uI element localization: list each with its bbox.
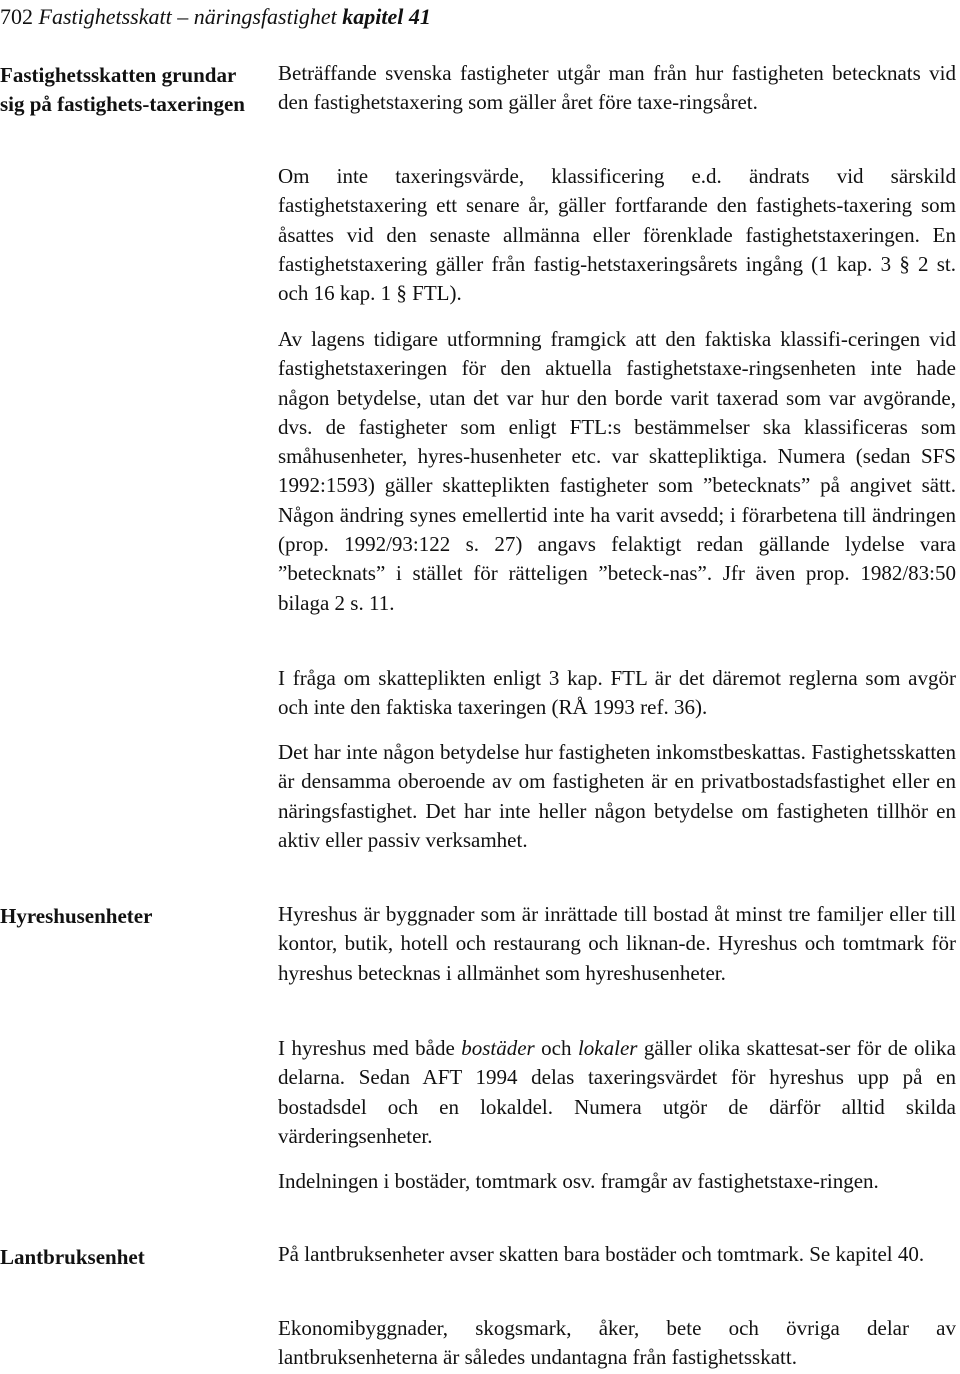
body-paragraph: Indelningen i bostäder, tomtmark osv. framgår av fastighetstaxe-ringen.: [278, 1169, 879, 1193]
body-paragraph: Hyreshus är byggnader som är inrättade till bostad åt minst tre familjer eller till kontor, butik, hotell och restaurang och liknan-de. Hyreshus och tomtmark för hyreshus betecknas i allmänhet som hyreshusenheter.: [278, 902, 956, 985]
body-paragraph: På lantbruksenheter avser skatten bara bostäder och tomtmark. Se kapitel 40.: [278, 1242, 925, 1266]
page-number: 702: [0, 4, 33, 29]
running-header: [0, 4, 431, 30]
body-paragraph: Ekonomibyggnader, skogsmark, åker, bete och övriga delar av lantbruksenheterna är således undantagna från fastighetsskatt.: [278, 1316, 956, 1370]
body-paragraph: Om inte taxeringsvärde, klassificering e.d. ändrats vid särskild fastighetstaxering ett senare år, gäller fortfarande den fastighets-taxering som åsattes vid den senaste allmänna eller förenklade fastighetstaxeringen. En fastighetstaxering gäller från fastig-hetstaxeringsårets ingång (1 kap. 3 § 2 st. och 16 kap. 1 § FTL).: [278, 164, 956, 306]
body-paragraph: I hyreshus med både bostäder och lokaler gäller olika skattesat-ser för de olika delarna. Sedan AFT 1994 delas taxeringsvärdet för hyreshus upp på en bostadsdel och en lokaldel. Numera utgör de därför alltid skilda värderingsenheter.: [278, 1036, 956, 1148]
body-paragraph: Det har inte någon betydelse hur fastigheten inkomstbeskattas. Fastighetsskatten är densamma oberoende av om fastigheten är en privatbostadsfastighet eller en näringsfastighet. Det har inte heller någon betydelse om fastigheten tillhör en aktiv eller passiv verksamhet.: [278, 740, 956, 852]
emphasis-bostader: bostäder: [461, 1036, 535, 1060]
margin-heading-lantbruksenhet: Lantbruksenhet: [0, 1245, 145, 1269]
margin-heading-hyreshusenheter: Hyreshusenheter: [0, 904, 153, 928]
body-paragraph: Beträffande svenska fastigheter utgår man från hur fastigheten betecknats vid den fastighetstaxering som gäller året före taxe-ringsåret.: [278, 61, 956, 115]
body-paragraph: Av lagens tidigare utformning framgick att den faktiska klassifi-ceringen vid fastighetstaxeringen för den aktuella fastighetstaxe-ringsenheten inte hade någon betydelse, utan det var hur den borde varit taxerad som var avgörande, dvs. de fastigheter som enligt FTL:s bestämmelser ska klassificeras som småhusenheter, hyres-husenheter etc. var skattepliktiga. Numera (sedan SFS 1992:1593) gäller skatteplikten fastigheter som ”betecknats” på angivet sätt. Någon ändring synes emellertid inte ha varit avsedd; i förarbetena till ändringen (prop. 1992/93:122 s. 27) angavs felaktigt redan gällande lydelse vara ”betecknats” i stället för rätteligen ”beteck-nas”. Jfr även prop. 1982/83:50 bilaga 2 s. 11.: [278, 327, 956, 615]
margin-heading-fastighetstaxering: Fastighetsskatten grundar sig på fastighets-taxeringen: [0, 63, 245, 117]
body-paragraph: I fråga om skatteplikten enligt 3 kap. FTL är det däremot reglerna som avgör och inte den faktiska taxeringen (RÅ 1993 ref. 36).: [278, 666, 956, 720]
emphasis-lokaler: lokaler: [577, 1036, 638, 1060]
running-title: Fastighetsskatt – näringsfastighet: [38, 4, 337, 29]
chapter-label: kapitel 41: [342, 4, 431, 29]
